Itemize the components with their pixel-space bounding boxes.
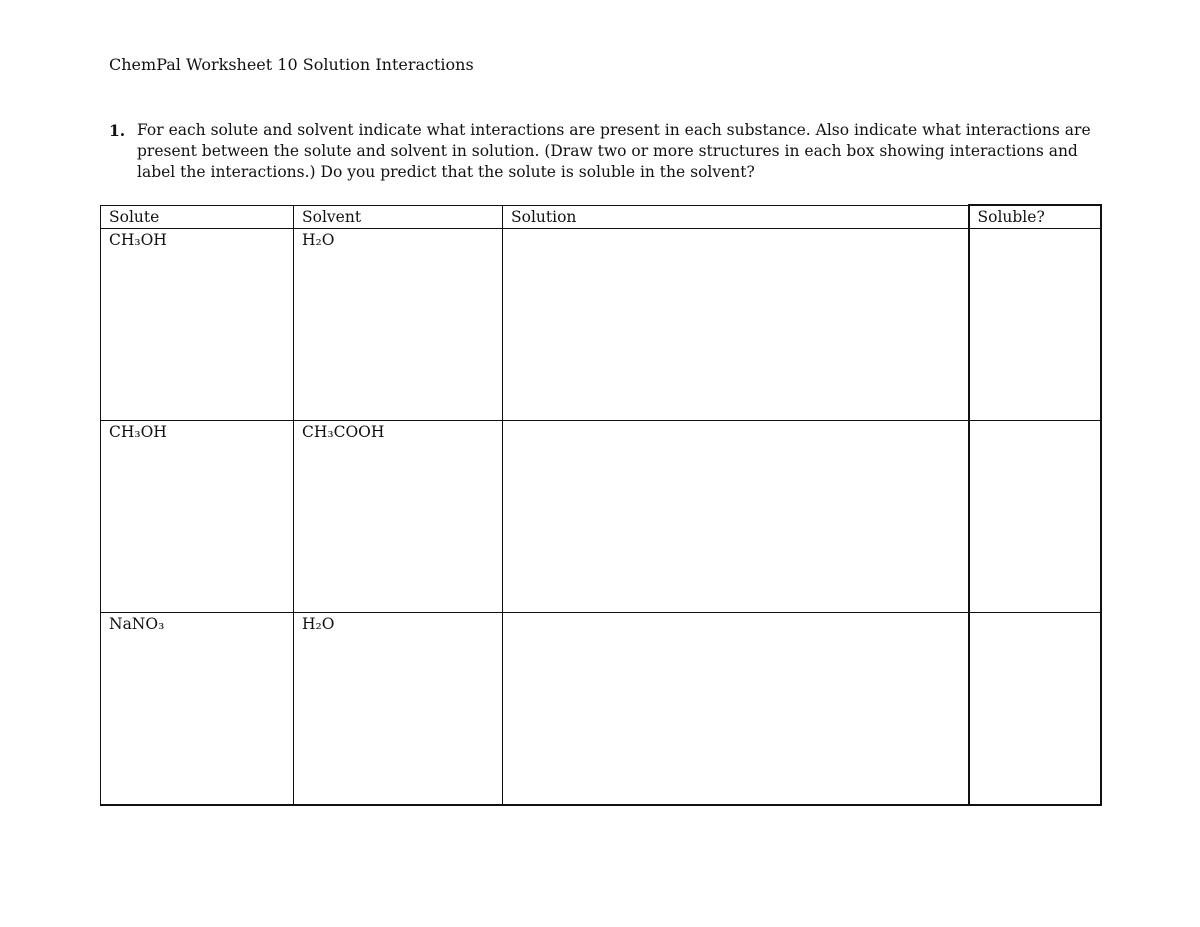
solvent-cell: H₂O: [294, 613, 503, 806]
table-row: [101, 229, 1101, 421]
solvent-cell: H₂O: [294, 229, 503, 421]
header-solute: Solute: [101, 205, 294, 229]
question-text: For each solute and solvent indicate what interactions are present in each substance. Also indicate what interactions are present between the solute and solvent in solution. (Draw two or more structures in each box showing interactions and label the interactions.) Do you predict that the solute is soluble in the solvent?: [137, 121, 1091, 181]
soluble-cell[interactable]: [969, 229, 1101, 421]
header-soluble: Soluble?: [969, 205, 1101, 229]
table-header-row: [101, 205, 1101, 229]
solution-cell[interactable]: [503, 613, 969, 806]
question-1: [109, 120, 1099, 183]
header-solvent: Solvent: [294, 205, 503, 229]
table-row: [101, 613, 1101, 806]
solute-cell: NaNO₃: [101, 613, 294, 806]
page-title: ChemPal Worksheet 10 Solution Interactions: [109, 55, 474, 74]
header-solution: Solution: [503, 205, 969, 229]
soluble-cell[interactable]: [969, 421, 1101, 613]
worksheet-table: [100, 204, 1102, 806]
solvent-cell: CH₃COOH: [294, 421, 503, 613]
solute-cell: CH₃OH: [101, 421, 294, 613]
soluble-cell[interactable]: [969, 613, 1101, 806]
solute-cell: CH₃OH: [101, 229, 294, 421]
table-row: [101, 421, 1101, 613]
solution-cell[interactable]: [503, 421, 969, 613]
solution-cell[interactable]: [503, 229, 969, 421]
question-number: 1.: [109, 121, 126, 140]
